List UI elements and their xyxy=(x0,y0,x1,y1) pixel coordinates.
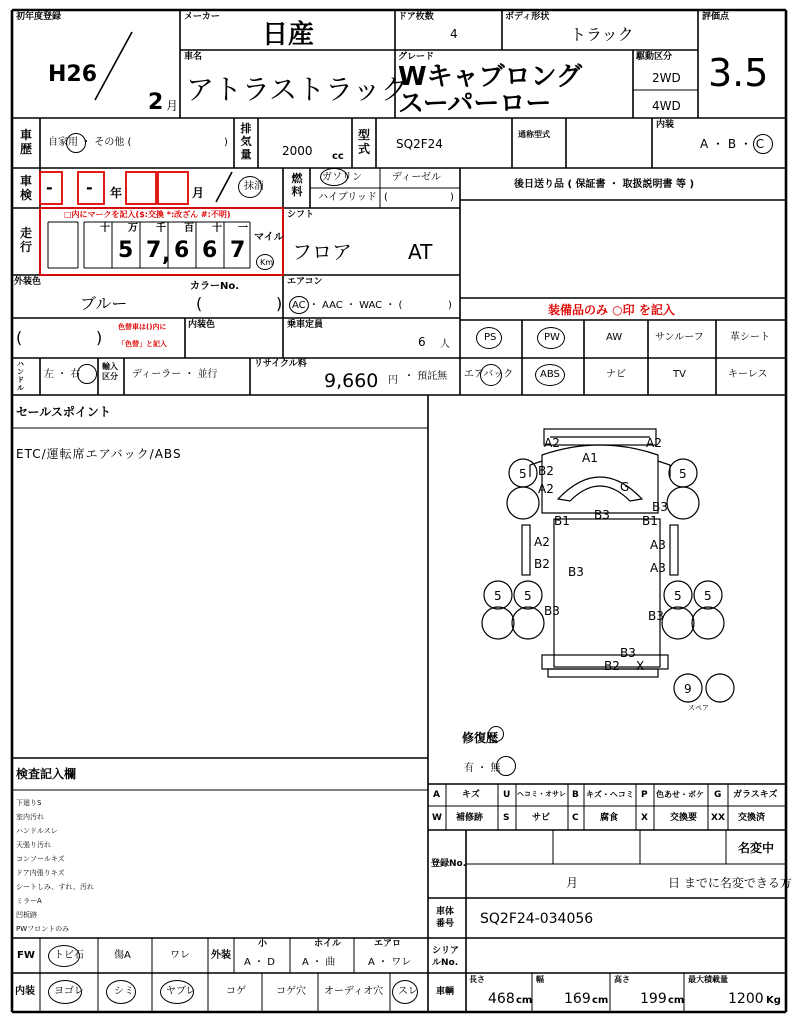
width-label: 幅 xyxy=(536,975,544,984)
inspection-month-unit: 月 xyxy=(192,186,205,200)
transmission-value: AT xyxy=(408,240,433,264)
equip-navi: ナビ xyxy=(606,369,626,380)
mileage-note: □内にマークを記入($:交換 *:改ざん #:不明) xyxy=(64,210,231,219)
inspection-dash-2: - xyxy=(86,178,93,197)
height-label: 高さ xyxy=(614,975,630,984)
note-item-7: ミラーA xyxy=(16,897,42,905)
interior-item-tear: ヤブレ xyxy=(166,986,196,997)
interior-item-rub: スレ xyxy=(398,986,418,997)
fuel-gasoline: ガソリン xyxy=(322,172,362,183)
load-label: 最大積載量 xyxy=(688,975,728,984)
mileage-unit-km: Km xyxy=(260,258,274,267)
tire-mark-spare: 9 xyxy=(684,682,692,696)
car-name-value: アトラストラック xyxy=(186,73,409,106)
unit-mark-3: 百 xyxy=(184,223,194,234)
legend-xx-text: 交換済 xyxy=(738,813,766,823)
mark-b3-bed-right: B3 xyxy=(648,609,664,623)
tire-mark-front-left: 5 xyxy=(519,467,527,481)
fuel-gasoline-circle xyxy=(320,168,348,186)
legend-x: X xyxy=(641,813,648,823)
interior-item-audio-hole: オーディオ穴 xyxy=(324,986,384,997)
legend-g: G xyxy=(714,790,722,800)
legend-p: P xyxy=(641,790,648,800)
height-value: 199 xyxy=(640,991,667,1007)
spare-label: スペア xyxy=(688,704,709,712)
fuel-other-close: ) xyxy=(450,192,454,203)
odometer-digit-5: 6 xyxy=(202,238,218,263)
inspection-notes-label: 検査記入欄 xyxy=(16,767,77,781)
mark-b2-cab-left: B2 xyxy=(538,464,554,478)
tire-mark-rear-left-inner: 5 xyxy=(524,589,532,603)
repair-options: 有 ・ 無 xyxy=(464,763,501,774)
ac-options: AC ・ AAC ・ WAC ・ ( xyxy=(292,300,403,311)
equipment-header: 装備品のみ ○印 を記入 xyxy=(548,303,675,317)
exterior-color-value: ブルー xyxy=(80,294,128,313)
handle-label: ハンドル xyxy=(17,360,24,392)
mark-a2-cab-left: A2 xyxy=(538,482,554,496)
odometer-digit-4: 6 xyxy=(174,238,190,263)
legend-x-text: 交換要 xyxy=(670,813,698,823)
recycle-deposit: ・ 預託無 xyxy=(404,371,448,382)
legend-b: B xyxy=(572,790,579,800)
displacement-label: 排気量 xyxy=(240,122,252,161)
recycle-yen: 円 xyxy=(388,375,398,386)
interior-rub-circle xyxy=(392,980,418,1004)
km-circle xyxy=(256,254,274,270)
registration-label: 登録No. xyxy=(431,859,467,869)
length-label: 長さ xyxy=(469,975,485,984)
equip-keyless: キーレス xyxy=(728,369,768,380)
mark-x-bumper: X xyxy=(636,659,645,673)
ac-label: エアコン xyxy=(287,277,323,287)
note-item-1: 室内汚れ xyxy=(16,813,44,821)
odometer-digit-6: 7 xyxy=(230,238,246,263)
exterior-label: 外装 xyxy=(211,950,231,961)
fuel-other-open: ( xyxy=(384,192,388,203)
color-change-note-1: 色替車は()内に xyxy=(118,323,167,331)
mileage-label: 走行 xyxy=(19,226,32,254)
small-label: 小 xyxy=(258,939,268,949)
interior-item-stain: シミ xyxy=(114,986,134,997)
small-options: A ・ D xyxy=(244,957,275,968)
equip-airbag-circle xyxy=(480,364,502,386)
wheel-label: ホイル xyxy=(314,939,342,949)
doors-value: 4 xyxy=(450,27,458,41)
odometer-digit-2: 5 xyxy=(118,238,134,263)
inspection-expired: 抹消 xyxy=(244,181,264,192)
handle-options: 左 ・ 右 xyxy=(44,369,81,380)
tire-mark-rear-left-outer: 5 xyxy=(494,589,502,603)
equip-pw-circle xyxy=(537,327,565,349)
unit-mark-1: 万 xyxy=(128,223,138,234)
fw-item-chip: トビ石 xyxy=(54,950,84,961)
odometer-comma: , xyxy=(162,242,171,267)
interior-grades: A ・ B ・ C xyxy=(700,137,765,151)
legend-u: U xyxy=(503,790,511,800)
mark-b3-bed-middle: B3 xyxy=(568,565,584,579)
handle-circle xyxy=(77,364,97,384)
inspection-dash-1: - xyxy=(46,178,53,197)
note-item-6: シートしみ、すれ、汚れ xyxy=(16,883,94,891)
score-value: 3.5 xyxy=(708,51,769,95)
import-label: 輸入区分 xyxy=(102,362,118,381)
sales-point-text: ETC/運転席エアバック/ABS xyxy=(16,447,182,461)
unit-mark-4: 十 xyxy=(212,223,222,234)
serial-label: シリアルNo. xyxy=(432,946,460,968)
import-options: ディーラー ・ 並行 xyxy=(132,369,218,380)
load-unit: Kg xyxy=(766,995,781,1006)
repair-label: 修復歴 xyxy=(462,731,499,745)
legend-w: W xyxy=(432,813,442,823)
common-model-label: 通称型式 xyxy=(518,130,550,139)
mark-g-windshield: G xyxy=(620,480,630,494)
repair-label-circle xyxy=(488,726,504,742)
model-value: SQ2F24 xyxy=(396,137,443,151)
equip-ps: PS xyxy=(484,332,497,343)
displacement-unit: cc xyxy=(332,151,344,162)
legend-a: A xyxy=(433,790,440,800)
note-item-0: 下廻りS xyxy=(16,799,42,807)
note-item-4: コンソールキズ xyxy=(16,855,65,863)
usage-options: 自家用 ・ その他 ( xyxy=(48,137,132,148)
shift-label: シフト xyxy=(287,210,315,220)
registration-day-note: 日 までに名変できる方 xyxy=(668,876,792,890)
note-item-8: 凹板跡 xyxy=(16,911,37,919)
maker-value: 日産 xyxy=(262,20,315,50)
width-value: 169 xyxy=(564,991,591,1007)
length-value: 468 xyxy=(488,991,515,1007)
mark-b3-rear: B3 xyxy=(620,646,636,660)
aero-options: A ・ ワレ xyxy=(368,957,412,968)
odometer-digit-3: 7 xyxy=(146,238,162,263)
mark-b2-bumper: B2 xyxy=(604,659,620,673)
color-change-open: ( xyxy=(16,328,23,347)
color-no-label: カラーNo. xyxy=(190,281,240,292)
legend-g-text: ガラスキズ xyxy=(733,790,778,800)
mark-b2-side-left: B2 xyxy=(534,557,550,571)
mark-a3-side-right-2: A3 xyxy=(650,561,666,575)
mark-b1-left: B1 xyxy=(554,514,570,528)
displacement-value: 2000 xyxy=(282,144,313,158)
grade-line2: スーパーロー xyxy=(398,89,552,119)
equip-aw: AW xyxy=(606,332,623,343)
interior-item-burn: コゲ xyxy=(226,986,246,997)
mark-a2-front-left: A2 xyxy=(544,436,560,450)
equip-leather: 革シート xyxy=(730,332,770,343)
legend-s-text: サビ xyxy=(532,813,551,823)
fw-label: FW xyxy=(17,950,35,961)
usage-circle-mark xyxy=(66,133,86,153)
vehicle-outline xyxy=(430,395,785,735)
dimensions-label: 車輌 xyxy=(436,987,455,997)
body-label: ボディ形状 xyxy=(505,12,550,22)
legend-xx: XX xyxy=(711,813,725,823)
name-change: 名変中 xyxy=(738,841,775,855)
legend-a-text: キズ xyxy=(462,790,480,800)
capacity-unit: 人 xyxy=(440,339,450,350)
note-item-3: 天張り汚れ xyxy=(16,841,51,849)
exterior-color-label: 外装色 xyxy=(14,277,42,287)
unit-mark-0: 十 xyxy=(100,223,110,234)
width-unit: cm xyxy=(592,995,609,1006)
ac-close: ) xyxy=(448,300,452,311)
model-label: 型式 xyxy=(357,128,370,156)
mark-b1-right: B1 xyxy=(642,514,658,528)
unit-mark-2: 千 xyxy=(156,223,166,234)
mark-a1-cab: A1 xyxy=(582,451,598,465)
expired-circle xyxy=(238,176,262,198)
color-no-open: ( xyxy=(196,294,203,313)
legend-c-text: 腐食 xyxy=(600,813,619,823)
interior-item-dirt: ヨゴレ xyxy=(54,986,84,997)
length-unit: cm xyxy=(516,995,533,1006)
tire-mark-rear-right-inner: 5 xyxy=(674,589,682,603)
tire-mark-front-right: 5 xyxy=(679,467,687,481)
legend-p-text: 色あせ・ボケ xyxy=(656,790,704,799)
equip-airbag: エアバック xyxy=(464,369,514,380)
interior-item-burn-hole: コゲ穴 xyxy=(276,986,306,997)
equip-tv: TV xyxy=(673,369,686,380)
later-items: 後日送り品 ( 保証書 ・ 取扱説明書 等 ) xyxy=(514,179,695,190)
fw-chip-circle xyxy=(48,945,80,967)
tire-mark-rear-right-outer: 5 xyxy=(704,589,712,603)
recycle-label: リサイクル料 xyxy=(254,359,307,369)
height-unit: cm xyxy=(668,995,685,1006)
mark-a3-side-right: A3 xyxy=(650,538,666,552)
note-item-5: ドア内張りキズ xyxy=(16,869,65,877)
grade-line1: Wキャブロング xyxy=(398,62,583,92)
history-label: 車歴 xyxy=(19,128,32,156)
capacity-value: 6 xyxy=(418,335,426,349)
mark-b3-bed-left: B3 xyxy=(544,604,560,618)
interior-grade-circle xyxy=(753,134,773,154)
shift-value: フロア xyxy=(292,240,352,264)
interior-row-label: 内装 xyxy=(15,986,35,997)
grade-label: グレード xyxy=(398,52,435,62)
fuel-label: 燃料 xyxy=(291,172,303,198)
inspection-year-unit: 年 xyxy=(110,186,123,200)
drive-label: 駆動区分 xyxy=(636,52,673,62)
mileage-unit-mile: マイル xyxy=(254,232,284,243)
mark-b3-bed-front: B3 xyxy=(594,508,610,522)
inspection-label: 車検 xyxy=(19,174,32,202)
mark-b3-cab-right: B3 xyxy=(652,500,668,514)
interior-stain-circle xyxy=(106,980,136,1004)
wheel-options: A ・ 曲 xyxy=(302,957,336,968)
equip-abs-circle xyxy=(535,364,565,386)
legend-b-text: キズ・ヘコミ xyxy=(586,790,634,799)
body-value: トラック xyxy=(570,25,634,44)
first-reg-year: H26 xyxy=(48,62,98,87)
drive-4wd: 4WD xyxy=(652,99,681,113)
equip-abs: ABS xyxy=(540,369,560,380)
fw-item-crack: ワレ xyxy=(170,950,190,961)
mark-a2-front-right: A2 xyxy=(646,436,662,450)
note-item-9: PWフロントのみ xyxy=(16,925,70,933)
aero-label: エアロ xyxy=(374,939,402,949)
doors-label: ドア枚数 xyxy=(398,12,434,22)
registration-month: 月 xyxy=(566,876,579,890)
legend-u-text: ヘコミ・オサレ xyxy=(517,790,566,798)
first-reg-month-unit: 月 xyxy=(166,99,179,113)
interior-label: 内装 xyxy=(656,120,675,130)
equip-sunroof: サンルーフ xyxy=(655,332,704,343)
note-item-2: ハンドルスレ xyxy=(16,827,58,835)
vin-label: 車体番号 xyxy=(436,907,455,929)
sales-point-label: セールスポイント xyxy=(16,405,111,419)
load-value: 1200 xyxy=(728,991,764,1007)
legend-c: C xyxy=(572,813,579,823)
mark-a2-side-left: A2 xyxy=(534,535,550,549)
fuel-hybrid: ハイブリッド xyxy=(318,192,377,203)
legend-s: S xyxy=(503,813,510,823)
ac-circle xyxy=(289,296,309,314)
vehicle-damage-diagram xyxy=(430,395,785,735)
usage-close: ) xyxy=(224,137,228,148)
first-reg-label: 初年度登録 xyxy=(16,12,62,22)
drive-2wd: 2WD xyxy=(652,71,681,85)
equip-ps-circle xyxy=(476,327,502,349)
interior-color-label: 内装色 xyxy=(188,320,216,330)
color-change-note-2: 「色替」と記入 xyxy=(118,340,167,348)
interior-dirt-circle xyxy=(48,980,82,1004)
first-reg-month: 2 xyxy=(148,90,164,115)
interior-tear-circle xyxy=(160,980,194,1004)
score-label: 評価点 xyxy=(702,12,730,22)
color-no-close: ) xyxy=(276,294,283,313)
fw-item-scratch: 傷A xyxy=(114,950,131,961)
equip-pw: PW xyxy=(544,332,560,343)
fuel-diesel: ディーゼル xyxy=(392,172,441,183)
car-name-label: 車名 xyxy=(184,52,203,62)
repair-none-circle xyxy=(496,756,516,776)
color-change-close: ) xyxy=(96,328,103,347)
maker-label: メーカー xyxy=(184,12,220,22)
unit-mark-5: 一 xyxy=(238,223,248,234)
vin-value: SQ2F24-034056 xyxy=(480,911,594,927)
recycle-fee: 9,660 xyxy=(324,370,379,392)
capacity-label: 乗車定員 xyxy=(287,320,324,330)
legend-w-text: 補修跡 xyxy=(456,813,484,823)
